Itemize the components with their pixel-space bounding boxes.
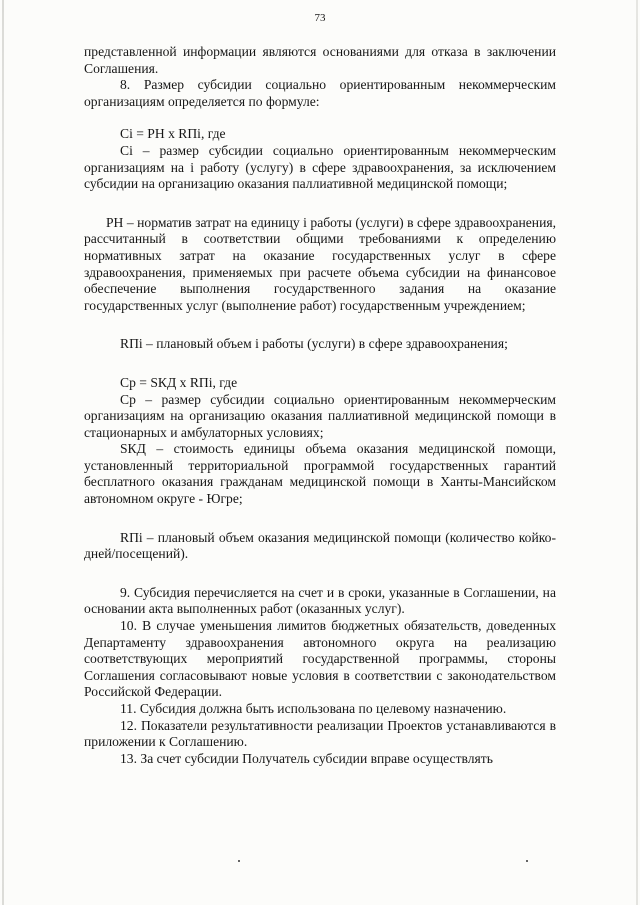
paragraph-item-10: 10. В случае уменьшения лимитов бюджетных обязательств, доведенных Департаменту здравоохранения автономного округа на реализацию соответствующих мероприятий государственной программы, стороны Соглашения согласовывают новые условия в соответствии с законодательством Российской Федерации. [84,618,556,700]
page-number: 73 [314,12,326,24]
paragraph-item-8: 8. Размер субсидии социально ориентированным некоммерческим организациям определяется по формуле: [84,77,556,109]
paragraph-item-12: 12. Показатели результативности реализации Проектов устанавливаются в приложении к Соглашению. [84,717,556,750]
scan-speck [238,860,240,862]
scan-edge-right [636,0,638,905]
formula-cp: Cp = SКД x RПi, где [120,374,238,390]
definition-rpi-1: RПi – плановый объем i работы (услуги) в сфере здравоохранения; [120,336,508,352]
definition-cp: Cp – размер субсидии социально ориентированным некоммерческим организациям на организацию оказания паллиативной медицинской помощи в стационарных и амбулаторных условиях; [84,391,556,440]
definition-ph: PH – норматив затрат на единицу i работы (услуги) в сфере здравоохранения, рассчитанный в соответствии общими требованиями к определению нормативных затрат на оказание государственных услуг в сфере здравоохранения, применяемых при расчете объема субсидии на финансовое обеспечение выполнения государственного задания на оказание государственных услуг (выполнение работ) государственным учреждением; [84,214,556,313]
scan-edge-left [2,0,4,905]
paragraph-item-9: 9. Субсидия перечисляется на счет и в сроки, указанные в Соглашении, на основании акта выполненных работ (оказанных услуг). [84,584,556,617]
formula-ci: Ci = PH x RПi, где [120,126,226,142]
document-body [84,44,556,767]
paragraph-item-13: 13. За счет субсидии Получатель субсидии вправе осуществлять [120,750,493,766]
definition-ci: Ci – размер субсидии социально ориентированным некоммерческим организациям на i работу (услугу) в сфере здравоохранения, за исключением субсидии на организацию оказания паллиативной медицинской помощи; [84,142,556,192]
scan-speck [526,860,528,862]
definition-skd: SКД – стоимость единицы объема оказания медицинской помощи, установленный территориальной программой государственных гарантий бесплатного оказания гражданам медицинской помощи в Ханты-Мансийском автономном округе - Югре; [84,441,556,507]
definition-rpi-2: RПi – плановый объем оказания медицинской помощи (количество койко-дней/посещений). [84,529,556,562]
paragraph-item-11: 11. Субсидия должна быть использована по целевому назначению. [120,701,507,716]
paragraph-continuation: представленной информации являются основаниями для отказа в заключении Соглашения. [84,44,556,76]
